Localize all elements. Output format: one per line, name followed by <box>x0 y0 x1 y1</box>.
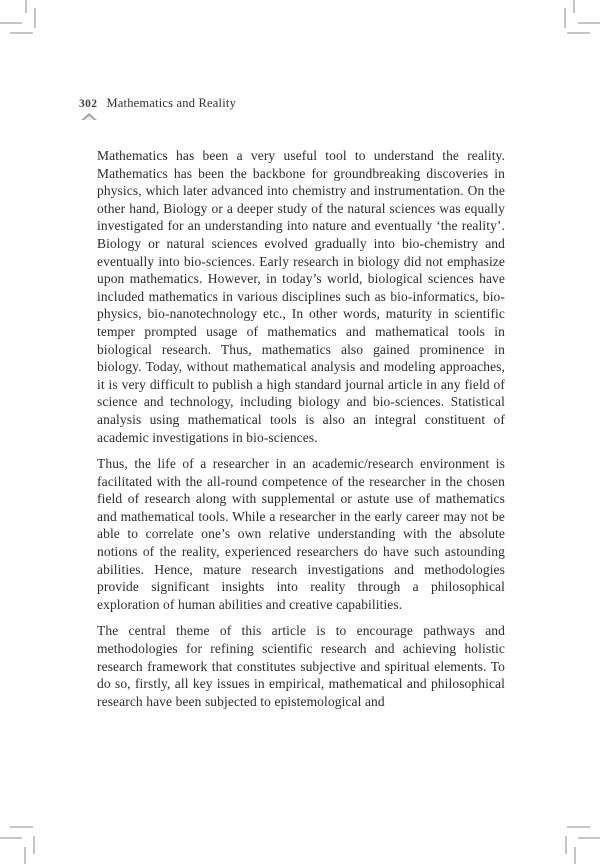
running-title: Mathematics and Reality <box>106 96 237 110</box>
page-number: 302 <box>79 98 98 110</box>
page-body <box>97 147 505 719</box>
running-header <box>79 96 236 111</box>
crop-mark-top-left <box>34 8 36 28</box>
crop-mark-bottom-right <box>567 826 590 828</box>
crop-mark-bottom-right <box>574 847 576 864</box>
paragraph: Mathematics has been a very useful tool to understand the reality. Mathematics has been the backbone for groundbreaking discoveries in physics, which later advanced into chemistry and instrumentation. On the other hand, Biology or a deeper study of the natural sciences was equally investigated for an understanding into nature and eventually ‘the reality’. Biology or natural sciences evolved gradually into bio-chemistry and eventually into bio-sciences. Early research in biology did not emphasize upon mathematics. However, in today’s world, biological sciences have included mathematics in various disciplines such as bio-informatics, bio-physics, bio-nanotechnology etc., In other words, maturity in scientific temper prompted usage of mathematics and mathematical tools in biological research. Thus, mathematics also gained prominence in biology. Today, without mathematical analysis and modeling approaches, it is very difficult to publish a high standard journal article in any field of science and technology, including biology and bio-sciences. Statistical analysis using mathematical tools is also an integral constituent of academic investigations in bio-sciences. <box>97 148 505 445</box>
crop-mark-top-right <box>573 0 575 13</box>
crop-mark-top-left <box>0 22 22 24</box>
paragraph: Thus, the life of a researcher in an academic/research environment is facilitated with the all-round competence of the researcher in the chosen field of research along with supplemental or astute use of mathematics and mathematical tools. While a researcher in the early career may not be able to correlate one’s own relative understanding with the absolute notions of the reality, experienced researchers do have such astounding abilities. Hence, mature research investigations and methodologies provide significant insights into reality through a philosophical exploration of human abilities and creative capabilities. <box>97 456 505 612</box>
crop-mark-top-right <box>567 32 590 34</box>
crop-mark-bottom-left <box>33 836 35 854</box>
crop-mark-top-right <box>578 22 600 24</box>
crop-mark-bottom-left <box>0 837 22 839</box>
crop-mark-bottom-right <box>565 836 567 854</box>
triangle-ornament-icon <box>81 113 97 120</box>
crop-mark-top-left <box>25 0 27 13</box>
crop-mark-bottom-left <box>24 847 26 864</box>
crop-mark-bottom-right <box>578 837 600 839</box>
crop-mark-top-right <box>564 8 566 28</box>
crop-mark-top-left <box>10 32 33 34</box>
paragraph: The central theme of this article is to encourage pathways and methodologies for refining scientific research and achieving holistic research framework that constitutes subjective and spiritual elements. To do so, firstly, all key issues in empirical, mathematical and philosophical research have been subjected to epistemological and <box>97 623 505 709</box>
crop-mark-bottom-left <box>10 826 33 828</box>
